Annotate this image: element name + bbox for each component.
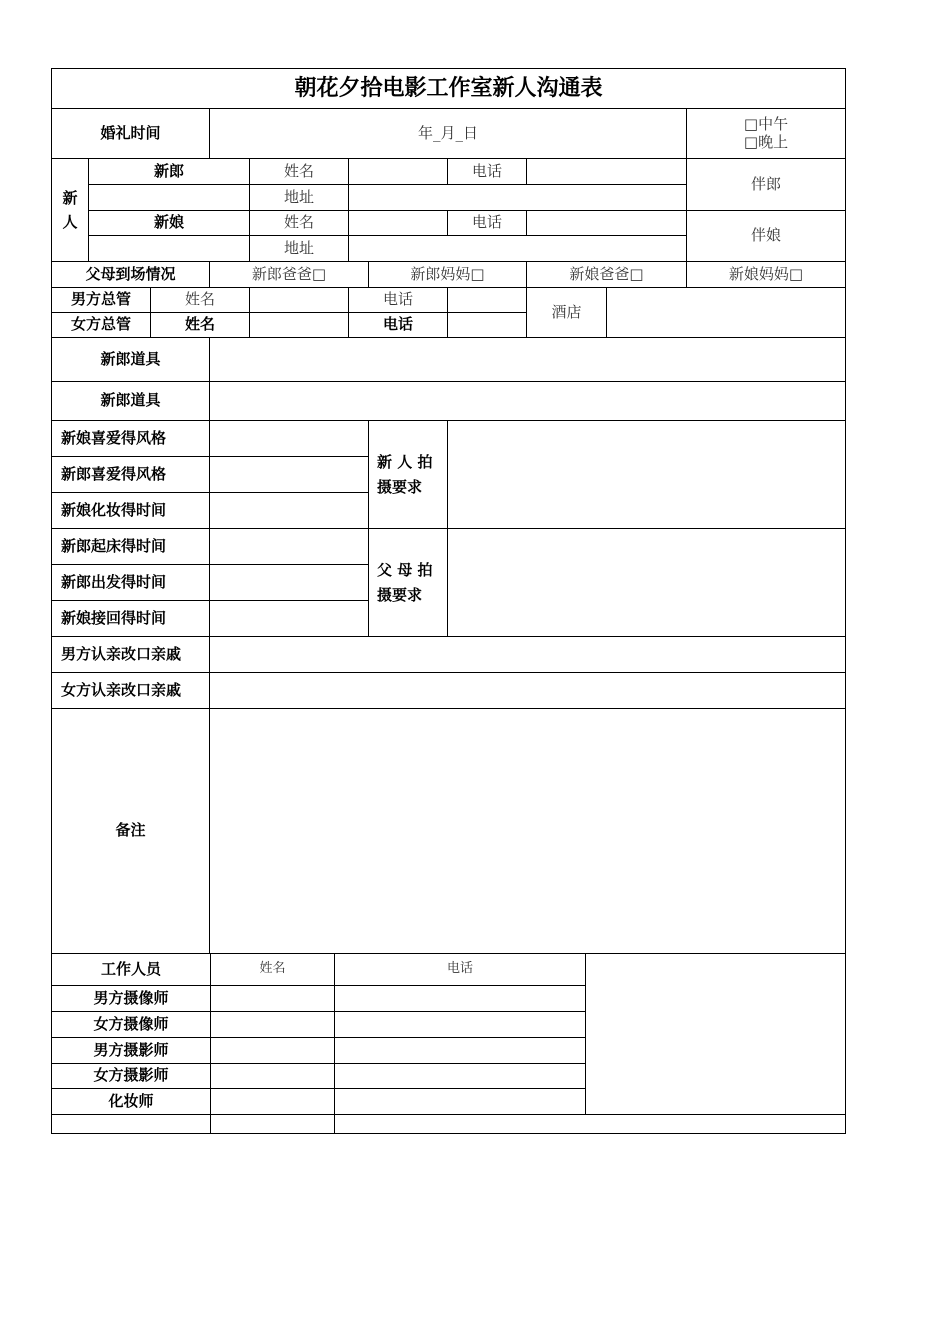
male-videographer-name-field[interactable] xyxy=(211,986,335,1012)
male-manager-phone-label: 电话 xyxy=(349,288,448,313)
groom-style-label: 新郎喜爱得风格 xyxy=(52,457,210,493)
bride-label: 新娘 xyxy=(89,211,250,236)
groom-depart-time-field[interactable] xyxy=(210,565,369,601)
form-title: 朝花夕拾电影工作室新人沟通表 xyxy=(52,69,846,109)
communication-form xyxy=(51,68,845,1134)
groom-name-label: 姓名 xyxy=(250,159,349,185)
staff-name-header: 姓名 xyxy=(211,954,335,986)
staff-label: 工作人员 xyxy=(52,954,211,986)
couple-label-char-1: 新 xyxy=(62,189,78,207)
bride-name-field[interactable] xyxy=(349,211,448,236)
female-manager-name-label: 姓名 xyxy=(151,313,250,338)
groom-father-checkbox[interactable]: 新郎爸爸□ xyxy=(210,262,369,288)
groom-props-field-1[interactable] xyxy=(210,338,846,382)
couple-shoot-req-line-2: 摄要求 xyxy=(377,477,423,496)
groom-label: 新郎 xyxy=(89,159,250,185)
staff-phone-header: 电话 xyxy=(335,954,586,986)
groom-mother-checkbox[interactable]: 新郎妈妈□ xyxy=(369,262,527,288)
male-manager-name-field[interactable] xyxy=(250,288,349,313)
male-photographer-phone-field[interactable] xyxy=(335,1038,586,1064)
groom-address-label: 地址 xyxy=(250,185,349,211)
female-manager-name-field[interactable] xyxy=(250,313,349,338)
groom-style-field[interactable] xyxy=(210,457,369,493)
makeup-artist-phone-field[interactable] xyxy=(335,1089,586,1115)
groom-phone-label: 电话 xyxy=(448,159,527,185)
bride-makeup-time-field[interactable] xyxy=(210,493,369,529)
male-videographer-label: 男方摄像师 xyxy=(52,986,211,1012)
groom-props-label-2: 新郎道具 xyxy=(52,382,210,421)
noon-checkbox[interactable]: □中午 xyxy=(743,115,789,134)
bride-name-label: 姓名 xyxy=(250,211,349,236)
female-manager-label: 女方总管 xyxy=(52,313,151,338)
bridesmaid-label: 伴娘 xyxy=(687,211,846,262)
female-manager-phone-label: 电话 xyxy=(349,313,448,338)
male-side-relatives-label: 男方认亲改口亲戚 xyxy=(52,637,210,673)
bride-mother-checkbox[interactable]: 新娘妈妈□ xyxy=(687,262,846,288)
extra-phone-field[interactable] xyxy=(335,1115,846,1134)
couple-shoot-req-line-1: 新 人 拍 xyxy=(377,452,433,471)
bride-address-field[interactable] xyxy=(349,236,687,262)
makeup-artist-name-field[interactable] xyxy=(211,1089,335,1115)
parent-shoot-requirements-field[interactable] xyxy=(448,529,846,637)
bride-father-checkbox[interactable]: 新娘爸爸□ xyxy=(527,262,687,288)
notes-field[interactable] xyxy=(210,709,846,954)
male-videographer-phone-field[interactable] xyxy=(335,986,586,1012)
female-photographer-name-field[interactable] xyxy=(211,1064,335,1089)
bride-address-label: 地址 xyxy=(250,236,349,262)
extra-role-field[interactable] xyxy=(52,1115,211,1134)
female-manager-phone-field[interactable] xyxy=(448,313,527,338)
bride-style-label: 新娘喜爱得风格 xyxy=(52,421,210,457)
female-videographer-phone-field[interactable] xyxy=(335,1012,586,1038)
parent-shoot-requirements-label xyxy=(369,529,448,637)
couple-label-char-2: 人 xyxy=(62,213,78,231)
wedding-date-field[interactable]: 年_月_日 xyxy=(210,109,687,159)
female-videographer-label: 女方摄像师 xyxy=(52,1012,211,1038)
female-photographer-phone-field[interactable] xyxy=(335,1064,586,1089)
notes-label: 备注 xyxy=(52,709,210,954)
parent-shoot-req-line-1: 父 母 拍 xyxy=(377,560,433,579)
bride-phone-label: 电话 xyxy=(448,211,527,236)
male-side-relatives-field[interactable] xyxy=(210,637,846,673)
male-photographer-name-field[interactable] xyxy=(211,1038,335,1064)
female-videographer-name-field[interactable] xyxy=(211,1012,335,1038)
wedding-time-label: 婚礼时间 xyxy=(52,109,210,159)
female-photographer-label: 女方摄影师 xyxy=(52,1064,211,1089)
bride-pickup-time-label: 新娘接回得时间 xyxy=(52,601,210,637)
staff-extra-area[interactable] xyxy=(586,954,846,1115)
parent-shoot-req-line-2: 摄要求 xyxy=(377,585,423,604)
groom-blank-cell xyxy=(89,185,250,211)
evening-checkbox[interactable]: □晚上 xyxy=(743,132,789,151)
parents-attendance-label: 父母到场情况 xyxy=(52,262,210,288)
bride-pickup-time-field[interactable] xyxy=(210,601,369,637)
form-table xyxy=(51,68,846,954)
male-manager-phone-field[interactable] xyxy=(448,288,527,313)
groom-wakeup-time-field[interactable] xyxy=(210,529,369,565)
hotel-field[interactable] xyxy=(607,288,846,338)
groom-phone-field[interactable] xyxy=(527,159,687,185)
best-man-label: 伴郎 xyxy=(687,159,846,211)
couple-shoot-requirements-field[interactable] xyxy=(448,421,846,529)
male-manager-label: 男方总管 xyxy=(52,288,151,313)
female-side-relatives-label: 女方认亲改口亲戚 xyxy=(52,673,210,709)
bride-makeup-time-label: 新娘化妆得时间 xyxy=(52,493,210,529)
makeup-artist-label: 化妆师 xyxy=(52,1089,211,1115)
bride-style-field[interactable] xyxy=(210,421,369,457)
male-manager-name-label: 姓名 xyxy=(151,288,250,313)
couple-section-label xyxy=(52,159,89,262)
groom-address-field[interactable] xyxy=(349,185,687,211)
bride-phone-field[interactable] xyxy=(527,211,687,236)
staff-table xyxy=(51,953,846,1134)
extra-name-field[interactable] xyxy=(211,1115,335,1134)
groom-name-field[interactable] xyxy=(349,159,448,185)
couple-shoot-requirements-label xyxy=(369,421,448,529)
male-photographer-label: 男方摄影师 xyxy=(52,1038,211,1064)
bride-blank-cell xyxy=(89,236,250,262)
groom-depart-time-label: 新郎出发得时间 xyxy=(52,565,210,601)
groom-props-field-2[interactable] xyxy=(210,382,846,421)
groom-props-label-1: 新郎道具 xyxy=(52,338,210,382)
wedding-time-options xyxy=(687,109,846,159)
female-side-relatives-field[interactable] xyxy=(210,673,846,709)
hotel-label: 酒店 xyxy=(527,288,607,338)
groom-wakeup-time-label: 新郎起床得时间 xyxy=(52,529,210,565)
